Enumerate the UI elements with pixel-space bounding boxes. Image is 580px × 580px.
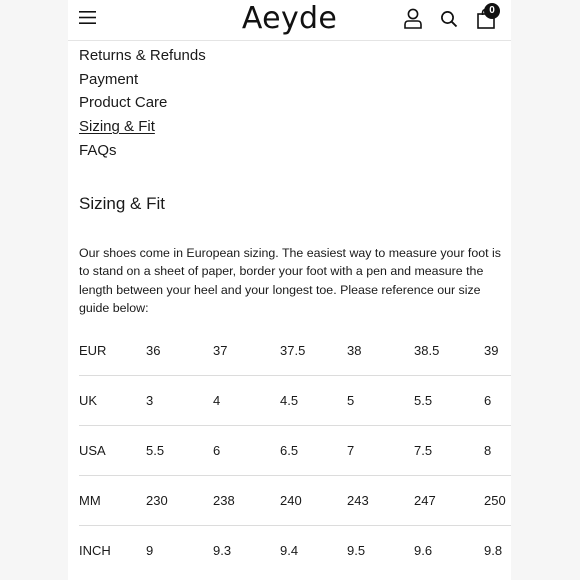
search-icon[interactable] (440, 10, 458, 28)
row-label: MM (79, 476, 146, 526)
table-cell: 240 (280, 476, 347, 526)
nav-link-product-care[interactable]: Product Care (79, 94, 168, 112)
sizing-description: Our shoes come in European sizing. The easiest way to measure your foot is to stand on a sheet of paper, border your foot with a pen and measure the length between your heel and your longest toe. Please reference our size guide below: (79, 246, 501, 316)
table-cell: 37.5 (280, 326, 347, 376)
table-cell: 4.5 (280, 376, 347, 426)
row-label: UK (79, 376, 146, 426)
table-cell: 6 (213, 426, 280, 476)
table-cell: 5.5 (414, 376, 484, 426)
table-cell: 36 (146, 326, 213, 376)
table-cell: 6 (484, 376, 511, 426)
table-cell: 9.5 (347, 543, 366, 558)
table-cell: 3 (146, 376, 213, 426)
table-cell: 7 (347, 426, 414, 476)
table-cell: 8 (484, 426, 511, 476)
page-panel (68, 0, 511, 580)
help-nav (79, 46, 206, 164)
section-title: Sizing & Fit (79, 194, 165, 213)
table-cell: 243 (347, 476, 414, 526)
table-row-inch (79, 526, 511, 576)
user-icon[interactable] (403, 8, 423, 29)
nav-link-returns-refunds[interactable]: Returns & Refunds (79, 47, 206, 64)
table-cell: 9.6 (414, 543, 433, 558)
table-cell: 5 (347, 376, 414, 426)
size-guide-table (79, 326, 511, 575)
table-cell: 230 (146, 476, 213, 526)
table-cell: 39 (484, 326, 511, 376)
table-cell: 9.8 (484, 543, 503, 558)
table-cell: 5.5 (146, 426, 213, 476)
nav-link-faqs[interactable]: FAQs (79, 141, 117, 159)
table-row-mm (79, 476, 511, 526)
table-cell: 37 (213, 326, 280, 376)
row-label: USA (79, 426, 146, 476)
table-cell: 7.5 (414, 426, 484, 476)
table-cell: 4 (213, 376, 280, 426)
table-cell: 9.4 (280, 543, 299, 558)
table-cell: 247 (414, 476, 484, 526)
table-row-uk (79, 376, 511, 426)
table-cell: 9.3 (213, 543, 232, 558)
table-cell: 9 (146, 543, 154, 558)
cart-count-badge[interactable]: 0 (484, 3, 500, 19)
row-label: EUR (79, 326, 146, 376)
row-label: INCH (79, 543, 111, 558)
table-cell: 250 (484, 476, 511, 526)
table-row-eur (79, 326, 511, 376)
nav-link-payment[interactable]: Payment (79, 70, 139, 88)
table-cell: 238 (213, 476, 280, 526)
table-cell: 38 (347, 326, 414, 376)
brand-logo[interactable]: Aeyde (241, 1, 338, 36)
nav-link-sizing-fit[interactable]: Sizing & Fit (79, 118, 155, 136)
table-cell: 6.5 (280, 426, 347, 476)
table-row-usa (79, 426, 511, 476)
site-header (68, 0, 511, 41)
table-cell: 38.5 (414, 326, 484, 376)
